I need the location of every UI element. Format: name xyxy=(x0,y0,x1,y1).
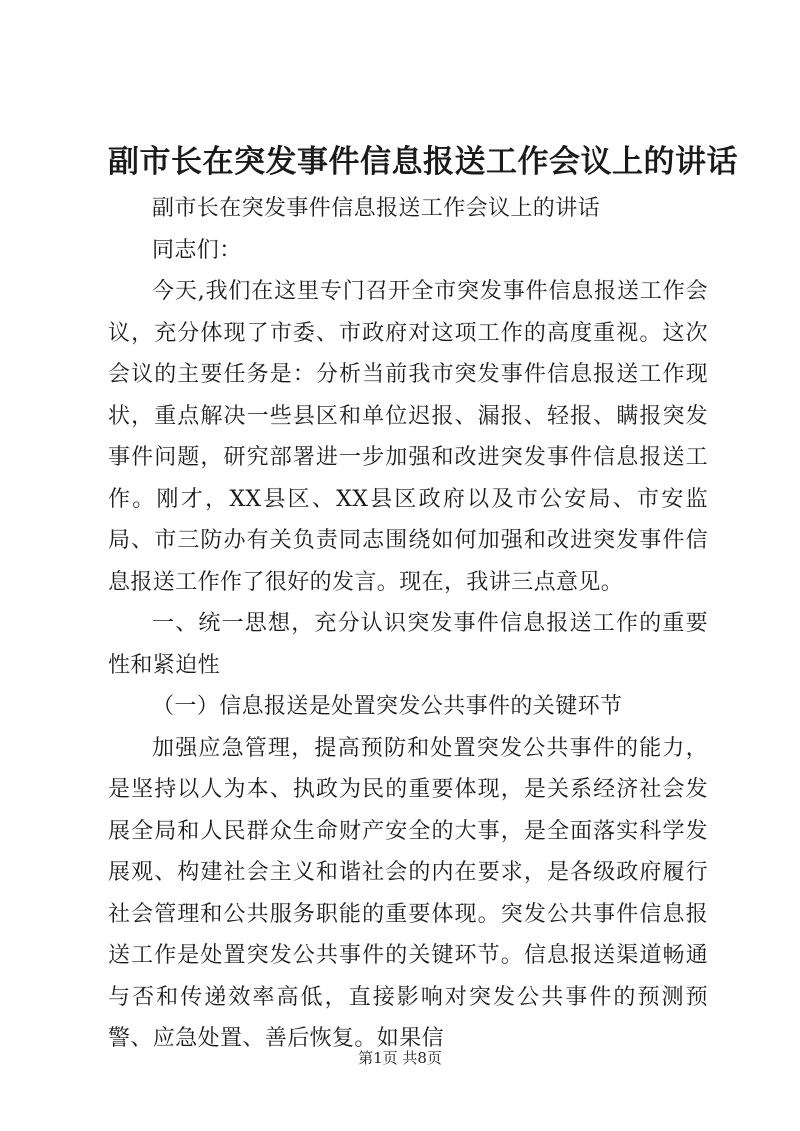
page-number-footer: 第1页 共8页 xyxy=(358,1049,442,1067)
section-heading: 一、统一思想，充分认识突发事件信息报送工作的重要性和紧迫性 xyxy=(108,611,708,678)
document-title: 副市长在突发事件信息报送工作会议上的讲话 xyxy=(108,144,738,180)
document-body xyxy=(108,188,708,1060)
intro-paragraph: 今天,我们在这里专门召开全市突发事件信息报送工作会议，充分体现了市委、市政府对这项工作的高度重视。这次会议的主要任务是：分析当前我市突发事件信息报送工作现状，重点解决一些县区和单位迟报、漏报、轻报、瞒报突发事件问题，研究部署进一步加强和改进突发事件信息报送工作。刚才，XX县区、XX县区政府以及市公安局、市安监局、市三防办有关负责同志围绕如何加强和改进突发事件信息报送工作作了很好的发言。现在，我讲三点意见。 xyxy=(108,279,708,595)
salutation-paragraph: 同志们： xyxy=(152,237,242,263)
subtitle-paragraph: 副市长在突发事件信息报送工作会议上的讲话 xyxy=(152,196,601,221)
subsection-heading: （一）信息报送是处置突发公共事件的关键环节 xyxy=(152,694,623,719)
body-paragraph: 加强应急管理，提高预防和处置突发公共事件的能力，是坚持以人为本、执政为民的重要体现，是关系经济社会发展全局和人民群众生命财产安全的大事，是全面落实科学发展观、构建社会主义和谐社会的内在要求，是各级政府履行社会管理和公共服务职能的重要体现。突发公共事件信息报送工作是处置突发公共事件的关键环节。信息报送渠道畅通与否和传递效率高低，直接影响对突发公共事件的预测预警、应急处置、善后恢复。如果信 xyxy=(108,735,708,1051)
